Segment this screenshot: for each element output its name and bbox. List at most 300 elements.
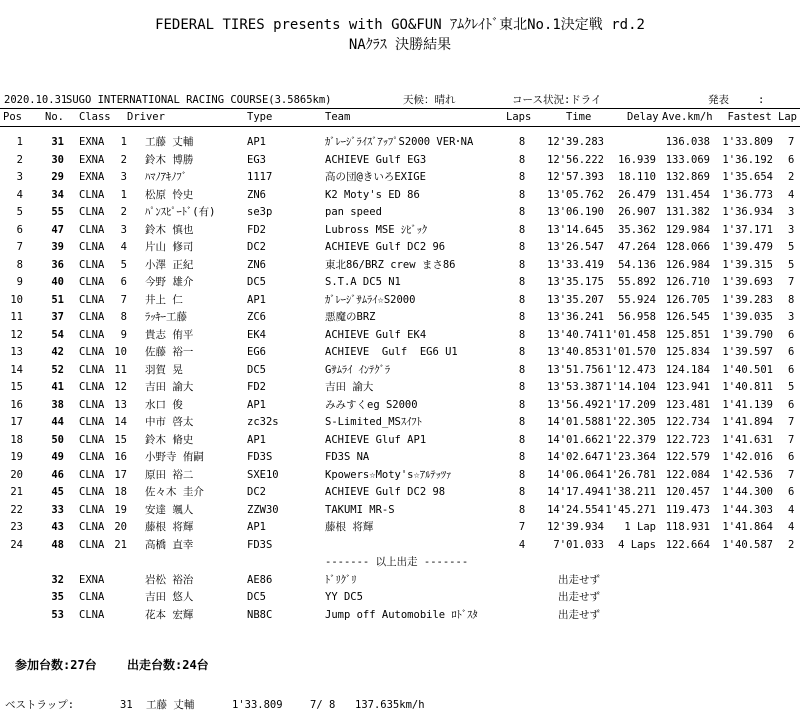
average-speed-cell: 118.931: [665, 521, 710, 533]
time-cell: 13'35.207: [547, 293, 604, 306]
team-cell: ACHIEVE Gluf AP1: [325, 433, 427, 446]
team-cell: S.T.A DC5 N1: [325, 276, 401, 288]
fastest-lap-cell: 1'39.693: [722, 276, 773, 288]
result-row: [0, 204, 800, 222]
fastest-lap-number-cell: 4: [788, 503, 795, 516]
position-cell: 19: [10, 451, 23, 463]
result-row: [0, 239, 800, 257]
laps-cell: 8: [518, 223, 526, 236]
course-name: SUGO INTERNATIONAL RACING COURSE(3.5865km): [66, 94, 332, 106]
class-position-cell: 2: [120, 153, 127, 166]
delay-cell: 1'17.209: [605, 398, 656, 411]
class-cell: CLNA: [79, 451, 105, 463]
best-lap-car-number: 31: [120, 699, 133, 711]
time-cell: 12'56.222: [547, 153, 604, 166]
class-position-cell: 19: [114, 503, 127, 516]
fastest-lap-cell: 1'40.811: [722, 381, 773, 393]
header-driver: Driver: [127, 111, 165, 123]
class-cell: CLNA: [79, 188, 105, 201]
car-number-cell: 32: [51, 573, 64, 586]
average-speed-cell: 125.851: [665, 328, 710, 341]
class-cell: EXNA: [79, 136, 105, 148]
delay-cell: 55.924: [618, 293, 656, 306]
team-cell: ACHIEVE Gulf DC2 96: [325, 241, 446, 253]
fastest-lap-cell: 1'39.790: [722, 328, 773, 341]
header-pos: Pos: [3, 111, 22, 123]
fastest-lap-cell: 1'40.587: [722, 538, 773, 551]
delay-cell: 18.110: [618, 171, 656, 183]
position-cell: 13: [10, 346, 23, 358]
average-speed-cell: 136.038: [665, 136, 710, 148]
class-position-cell: 6: [120, 276, 127, 288]
class-cell: CLNA: [79, 293, 105, 306]
time-cell: 14'02.647: [547, 451, 604, 463]
class-cell: CLNA: [79, 416, 105, 428]
delay-cell: 1'26.781: [605, 468, 656, 481]
fastest-lap-cell: 1'39.283: [722, 293, 773, 306]
average-speed-cell: 120.457: [665, 486, 710, 498]
driver-cell: 鈴木 博勝: [145, 153, 194, 166]
driver-cell: 貴志 侑平: [145, 328, 194, 341]
type-cell: EG3: [247, 153, 266, 166]
laps-cell: 7: [518, 521, 526, 533]
laps-cell: 8: [518, 486, 526, 498]
average-speed-cell: 122.734: [665, 416, 710, 428]
type-cell: DC5: [247, 591, 266, 603]
team-cell: FD3S NA: [325, 451, 370, 463]
result-row: [0, 309, 800, 327]
class-position-cell: 14: [114, 416, 127, 428]
class-cell: CLNA: [79, 521, 105, 533]
time-cell: 12'39.934: [547, 521, 604, 533]
header-fastest-lap: Fastest Lap: [727, 111, 797, 123]
driver-cell: 松原 怜史: [145, 188, 194, 201]
team-cell: YY DC5: [325, 591, 363, 603]
average-speed-cell: 126.545: [665, 311, 710, 323]
type-cell: ZN6: [247, 258, 266, 271]
average-speed-cell: 122.664: [665, 538, 710, 551]
class-position-cell: 4: [120, 241, 127, 253]
car-number-cell: 39: [51, 241, 64, 253]
laps-cell: 8: [518, 433, 526, 446]
type-cell: 1117: [247, 171, 273, 183]
class-cell: CLNA: [79, 591, 105, 603]
type-cell: FD2: [247, 223, 266, 236]
fastest-lap-number-cell: 4: [788, 521, 795, 533]
car-number-cell: 54: [51, 328, 64, 341]
average-speed-cell: 123.481: [665, 398, 710, 411]
position-cell: 14: [10, 363, 23, 376]
class-position-cell: 1: [120, 188, 127, 201]
position-cell: 10: [10, 293, 23, 306]
time-cell: 14'06.064: [547, 468, 604, 481]
delay-cell: 56.958: [618, 311, 656, 323]
average-speed-cell: 122.084: [665, 468, 710, 481]
car-number-cell: 49: [51, 451, 64, 463]
time-cell: 13'40.741: [547, 328, 604, 341]
laps-cell: 8: [518, 398, 526, 411]
header-bottom-rule: [0, 126, 800, 127]
laps-cell: 8: [518, 416, 526, 428]
team-cell: 藤根 将輝: [325, 521, 374, 533]
time-cell: 13'35.175: [547, 276, 604, 288]
class-position-cell: 8: [120, 311, 127, 323]
laps-cell: 8: [518, 241, 526, 253]
position-cell: 24: [10, 538, 23, 551]
type-cell: DC2: [247, 486, 266, 498]
position-cell: 16: [10, 398, 23, 411]
car-number-cell: 47: [51, 223, 64, 236]
team-cell: Gｻﾑﾗｲ ｲﾝﾃｸﾞﾗ: [325, 363, 391, 376]
fastest-lap-number-cell: 5: [788, 381, 795, 393]
class-position-cell: 17: [114, 468, 127, 481]
type-cell: FD3S: [247, 538, 273, 551]
class-cell: CLNA: [79, 381, 105, 393]
time-cell: 13'56.492: [547, 398, 604, 411]
fastest-lap-cell: 1'41.139: [722, 398, 773, 411]
class-cell: EXNA: [79, 171, 105, 183]
time-cell: 14'01.662: [547, 433, 604, 446]
team-cell: ｶﾞﾚｰｼﾞｻﾑﾗｲ☆S2000: [325, 293, 416, 306]
starters-count: 出走台数:24台: [127, 658, 209, 672]
position-cell: 22: [10, 503, 23, 516]
car-number-cell: 41: [51, 381, 64, 393]
fastest-lap-number-cell: 6: [788, 153, 795, 166]
fastest-lap-cell: 1'36.934: [722, 206, 773, 218]
driver-cell: 中市 啓太: [145, 416, 194, 428]
class-position-cell: 21: [114, 538, 127, 551]
fastest-lap-cell: 1'41.631: [722, 433, 773, 446]
delay-cell: 26.479: [618, 188, 656, 201]
laps-cell: 8: [518, 363, 526, 376]
position-cell: 1: [16, 136, 23, 148]
race-date: 2020.10.31: [4, 94, 68, 106]
fastest-lap-cell: 1'44.300: [722, 486, 773, 498]
separator-row: [0, 554, 800, 572]
type-cell: FD2: [247, 381, 266, 393]
fastest-lap-number-cell: 2: [788, 171, 795, 183]
time-cell: 12'39.283: [547, 136, 604, 148]
delay-cell: 1'12.473: [605, 363, 656, 376]
fastest-lap-cell: 1'40.501: [722, 363, 773, 376]
car-number-cell: 48: [51, 538, 64, 551]
class-position-cell: 9: [120, 328, 127, 341]
fastest-lap-number-cell: 7: [788, 416, 795, 428]
weather: 天候：晴れ: [403, 94, 456, 106]
non-starter-row: [0, 589, 800, 607]
driver-cell: ﾊﾏﾉｱｷﾉﾌﾞ: [145, 171, 187, 183]
fastest-lap-number-cell: 4: [788, 188, 795, 201]
delay-cell: 54.136: [618, 258, 656, 271]
header-class: Class: [79, 111, 111, 123]
delay-cell: 1'22.379: [605, 433, 656, 446]
fastest-lap-cell: 1'36.773: [722, 188, 773, 201]
delay-cell: 1'23.364: [605, 451, 656, 463]
car-number-cell: 43: [51, 521, 64, 533]
driver-cell: 小野寺 侑嗣: [145, 451, 204, 463]
type-cell: SXE10: [247, 468, 279, 481]
result-row: [0, 467, 800, 485]
car-number-cell: 53: [51, 608, 64, 621]
delay-cell: 47.264: [618, 241, 656, 253]
driver-cell: 佐々木 圭介: [145, 486, 204, 498]
time-cell: 13'05.762: [547, 188, 604, 201]
fastest-lap-cell: 1'37.171: [722, 223, 773, 236]
laps-cell: 8: [518, 153, 526, 166]
class-cell: CLNA: [79, 223, 105, 236]
laps-cell: 8: [518, 346, 526, 358]
status-cell: 出走せず: [558, 608, 600, 621]
class-cell: CLNA: [79, 538, 105, 551]
results-subtitle: NAｸﾗｽ 決勝結果: [348, 37, 452, 53]
laps-cell: 8: [518, 258, 526, 271]
class-position-cell: 3: [120, 223, 127, 236]
result-row: [0, 362, 800, 380]
fastest-lap-cell: 1'44.303: [722, 503, 773, 516]
laps-cell: 8: [518, 136, 526, 148]
time-cell: 13'06.190: [547, 206, 604, 218]
class-position-cell: 16: [114, 451, 127, 463]
result-row: [0, 327, 800, 345]
class-cell: CLNA: [79, 276, 105, 288]
status-cell: 出走せず: [558, 573, 600, 586]
type-cell: ZN6: [247, 188, 266, 201]
driver-cell: 今野 雄介: [145, 276, 194, 288]
team-cell: K2 Moty's ED 86: [325, 188, 420, 201]
car-number-cell: 51: [51, 293, 64, 306]
driver-cell: ﾗｯｷｰ工藤: [145, 311, 187, 323]
class-position-cell: 12: [114, 381, 127, 393]
fastest-lap-number-cell: 3: [788, 206, 795, 218]
car-number-cell: 31: [51, 136, 64, 148]
result-row: [0, 414, 800, 432]
driver-cell: 藤根 将輝: [145, 521, 194, 533]
average-speed-cell: 119.473: [665, 503, 710, 516]
driver-cell: 佐藤 裕一: [145, 346, 194, 358]
type-cell: zc32s: [247, 416, 279, 428]
fastest-lap-number-cell: 8: [788, 293, 795, 306]
driver-cell: 花本 宏輝: [145, 608, 194, 621]
delay-cell: 1'45.271: [605, 503, 656, 516]
fastest-lap-cell: 1'39.597: [722, 346, 773, 358]
header-delay: Delay: [627, 111, 659, 123]
laps-cell: 8: [518, 328, 526, 341]
class-cell: EXNA: [79, 573, 105, 586]
fastest-lap-number-cell: 6: [788, 451, 795, 463]
average-speed-cell: 122.723: [665, 433, 710, 446]
driver-cell: 水口 俊: [145, 398, 183, 411]
fastest-lap-number-cell: 7: [788, 136, 795, 148]
car-number-cell: 29: [51, 171, 64, 183]
type-cell: se3p: [247, 206, 273, 218]
header-time: Time: [566, 111, 592, 123]
car-number-cell: 55: [51, 206, 64, 218]
position-cell: 3: [16, 171, 23, 183]
fastest-lap-number-cell: 7: [788, 276, 795, 288]
delay-cell: 1'22.305: [605, 416, 656, 428]
average-speed-cell: 125.834: [665, 346, 710, 358]
team-cell: ACHIEVE Gulf DC2 98: [325, 486, 446, 498]
time-cell: 14'24.554: [547, 503, 604, 516]
time-cell: 13'53.387: [547, 381, 604, 393]
class-position-cell: 20: [114, 521, 127, 533]
average-speed-cell: 131.454: [665, 188, 710, 201]
team-cell: TAKUMI MR-S: [325, 503, 395, 516]
laps-cell: 8: [518, 293, 526, 306]
result-row: [0, 222, 800, 240]
car-number-cell: 38: [51, 398, 64, 411]
type-cell: DC2: [247, 241, 266, 253]
position-cell: 4: [16, 188, 23, 201]
fastest-lap-number-cell: 5: [788, 241, 795, 253]
delay-cell: 16.939: [618, 153, 656, 166]
fastest-lap-number-cell: 5: [788, 258, 795, 271]
class-position-cell: 7: [120, 293, 127, 306]
delay-cell: 1'01.570: [605, 346, 656, 358]
header-type: Type: [247, 111, 273, 123]
team-cell: pan speed: [325, 206, 382, 218]
fastest-lap-number-cell: 6: [788, 346, 795, 358]
class-position-cell: 15: [114, 433, 127, 446]
driver-cell: 安達 颯人: [145, 503, 194, 516]
position-cell: 17: [10, 416, 23, 428]
delay-cell: 55.892: [618, 276, 656, 288]
car-number-cell: 46: [51, 468, 64, 481]
position-cell: 9: [16, 276, 23, 288]
class-cell: CLNA: [79, 328, 105, 341]
starters-separator: ------- 以上出走 -------: [325, 556, 469, 568]
driver-cell: 鈴木 慎也: [145, 223, 194, 236]
fastest-lap-number-cell: 6: [788, 398, 795, 411]
car-number-cell: 44: [51, 416, 64, 428]
time-cell: 13'14.645: [547, 223, 604, 236]
time-cell: 12'57.393: [547, 171, 604, 183]
driver-cell: 吉田 諭大: [145, 381, 194, 393]
course-condition: コース状況:ドライ: [512, 94, 602, 106]
header-laps: Laps: [506, 111, 532, 123]
class-cell: CLNA: [79, 241, 105, 253]
class-position-cell: 1: [120, 136, 127, 148]
class-cell: CLNA: [79, 486, 105, 498]
team-cell: ｶﾞﾚｰｼﾞﾗｲｽﾞｱｯﾌﾟS2000 VER･NA: [325, 136, 474, 148]
average-speed-cell: 128.066: [665, 241, 710, 253]
average-speed-cell: 124.184: [665, 363, 710, 376]
delay-cell: 26.907: [618, 206, 656, 218]
laps-cell: 8: [518, 503, 526, 516]
laps-cell: 8: [518, 381, 526, 393]
car-number-cell: 42: [51, 346, 64, 358]
class-cell: EXNA: [79, 153, 105, 166]
type-cell: ZC6: [247, 311, 266, 323]
position-cell: 21: [10, 486, 23, 498]
time-cell: 13'33.419: [547, 258, 604, 271]
fastest-lap-cell: 1'39.479: [722, 241, 773, 253]
class-position-cell: 2: [120, 206, 127, 218]
car-number-cell: 35: [51, 591, 64, 603]
fastest-lap-cell: 1'39.035: [722, 311, 773, 323]
result-row: [0, 484, 800, 502]
type-cell: FD3S: [247, 451, 273, 463]
results-table: [0, 134, 800, 624]
driver-cell: 小澤 正紀: [145, 258, 194, 271]
type-cell: AE86: [247, 573, 273, 586]
team-cell: みみすくeg S2000: [325, 398, 418, 411]
laps-cell: 8: [518, 188, 526, 201]
class-cell: CLNA: [79, 363, 105, 376]
class-cell: CLNA: [79, 258, 105, 271]
header-team: Team: [325, 111, 351, 123]
fastest-lap-cell: 1'39.315: [722, 258, 773, 271]
position-cell: 12: [10, 328, 23, 341]
car-number-cell: 50: [51, 433, 64, 446]
result-row: [0, 502, 800, 520]
fastest-lap-number-cell: 7: [788, 433, 795, 446]
best-lap-time: 1'33.809: [232, 699, 283, 711]
result-row: [0, 432, 800, 450]
driver-cell: 吉田 悠人: [145, 591, 194, 603]
best-lap-label: ベストラップ:: [5, 699, 75, 711]
type-cell: EK4: [247, 328, 266, 341]
team-cell: ACHIEVE Gulf EG3: [325, 153, 427, 166]
header-top-rule: [0, 108, 800, 109]
average-speed-cell: 133.069: [665, 153, 710, 166]
time-cell: 14'01.588: [547, 416, 604, 428]
team-cell: ACHIEVE Gulf EK4: [325, 328, 427, 341]
average-speed-cell: 126.705: [665, 293, 710, 306]
class-position-cell: 5: [120, 258, 127, 271]
team-cell: Lubross MSE ｼﾋﾞｯｸ: [325, 223, 428, 236]
average-speed-cell: 126.984: [665, 258, 710, 271]
team-cell: 吉田 諭大: [325, 381, 374, 393]
entries-count: 参加台数:27台: [15, 658, 97, 672]
delay-cell: 1'38.211: [605, 486, 656, 498]
results-title: FEDERAL TIRES presents with GO&FUN ｱﾑｸﾚｲﾄﾞ東北No.1決定戦 rd.2: [155, 17, 645, 33]
status-cell: 出走せず: [558, 591, 600, 603]
driver-cell: 岩松 裕治: [145, 573, 194, 586]
position-cell: 5: [16, 206, 23, 218]
fastest-lap-cell: 1'33.809: [722, 136, 773, 148]
result-row: [0, 397, 800, 415]
result-row: [0, 152, 800, 170]
laps-cell: 4: [518, 538, 526, 551]
position-cell: 8: [16, 258, 23, 271]
type-cell: AP1: [247, 433, 266, 446]
average-speed-cell: 131.382: [665, 206, 710, 218]
position-cell: 7: [16, 241, 23, 253]
result-row: [0, 274, 800, 292]
type-cell: AP1: [247, 293, 266, 306]
average-speed-cell: 129.984: [665, 223, 710, 236]
team-cell: Kpowers☆Moty's☆ｱﾙﾃｯﾂｧ: [325, 468, 452, 481]
fastest-lap-number-cell: 6: [788, 328, 795, 341]
finishers-list: [0, 134, 800, 554]
non-starter-row: [0, 572, 800, 590]
best-lap-speed: 137.635km/h: [355, 699, 425, 711]
position-cell: 15: [10, 381, 23, 393]
car-number-cell: 33: [51, 503, 64, 516]
position-cell: 6: [16, 223, 23, 236]
class-cell: CLNA: [79, 468, 105, 481]
average-speed-cell: 123.941: [665, 381, 710, 393]
class-position-cell: 13: [114, 398, 127, 411]
car-number-cell: 36: [51, 258, 64, 271]
fastest-lap-cell: 1'41.894: [722, 416, 773, 428]
car-number-cell: 30: [51, 153, 64, 166]
car-number-cell: 37: [51, 311, 64, 323]
fastest-lap-cell: 1'35.654: [722, 171, 773, 183]
average-speed-cell: 126.710: [665, 276, 710, 288]
class-cell: CLNA: [79, 398, 105, 411]
